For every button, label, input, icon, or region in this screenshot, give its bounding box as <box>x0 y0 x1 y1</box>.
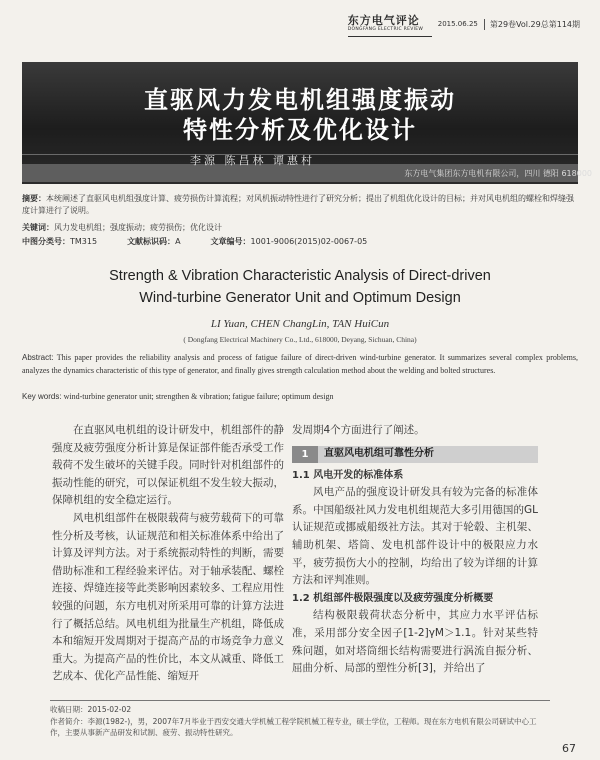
body-paragraph: 发周期4个方面进行了阐述。 <box>292 424 425 436</box>
journal-logo <box>348 12 432 37</box>
section-number: 1 <box>292 446 318 463</box>
subsection-heading: 1.2 机组部件极限强度以及疲劳强度分析概要 <box>292 592 494 604</box>
doc-label: 文献标识码： <box>127 237 176 246</box>
author-bio: 作者简介：李源(1982-)，男，2007年7月毕业于西安交通大学机械工程学院机械工程专业，硕士学位，工程师。现在东方电机有限公司研试中心工作，主要从事新产品研发和试制、疲劳、振动特性研究。 <box>50 717 537 737</box>
english-authors: LI Yuan, CHEN ChangLin, TAN HuiCun <box>210 318 390 330</box>
body-paragraph: 在直驱风电机组的设计研发中，机组部件的静强度及疲劳强度分析计算是保证部件能否承受工作载荷不发生破坏的关键手段。同时针对机组部件的振动性能的研究，可以保证机组不发生较大振动，保障机组的安全稳定运行。 <box>52 424 284 507</box>
section-title: 直驱风电机组可靠性分析 <box>324 448 434 460</box>
body-column-right <box>292 422 538 678</box>
article-code <box>211 236 368 248</box>
doc-value: A <box>175 237 181 246</box>
keywords-cn-text: 风力发电机组；强度振动；疲劳损伤；优化设计 <box>54 223 222 232</box>
subsection-heading: 1.1 风电开发的标准体系 <box>292 469 404 481</box>
english-keywords-label: Key words: <box>22 392 62 401</box>
abstract-cn <box>22 193 578 217</box>
clc-label: 中图分类号： <box>22 237 70 246</box>
journal-name: 东方电气评论 <box>347 13 420 27</box>
english-affiliation: ( Dongfang Electrical Machinery Co., Ltd., 618000, Deyang, Sichuan, China) <box>183 335 417 344</box>
keywords-cn-label: 关键词： <box>22 223 54 232</box>
journal-header <box>348 10 580 38</box>
body-paragraph: 风电产品的强度设计研发具有较为完备的标准体系。中国船级社风力发电机组规范大多引用德国的GL认证规范或挪威船级社方法。其对于轮毂、主机架、辅助机架、塔筒、发电机部件设计中的极限应力水平，疲劳损伤大小的控制，均给出了较为详细的计算方法和评判准则。 <box>292 486 538 587</box>
journal-name-en: DONGFANG ELECTRIC REVIEW <box>347 26 424 32</box>
received-date: 收稿日期：2015-02-02 <box>50 705 132 714</box>
issue-date: 2015.06.25 <box>437 20 478 28</box>
body-paragraph: 风电机组部件在极限载荷与疲劳载荷下的可靠性分析及考核，认证规范和相关标准体系中给出了计算及评判方法。对于系统振动特性的判断，需要借助标准和工程经验来评估。对于轴承装配、螺栓连接、焊缝连接等此类影响因素较多、工程应用性较强的问题，东方电机对所采用可靠的计算方法进行了概括总结。风电机组为批量生产机组，降低成本和缩短开发周期对于提高产品的市场竞争力意义重大。为提高产品的性价比，本文从减重、降低工艺成本、优化产品性能、缩短开 <box>52 511 284 683</box>
english-abstract <box>22 352 578 377</box>
footnote-divider <box>50 700 550 701</box>
clc-value: TM315 <box>70 237 98 246</box>
article-value: 1001-9006(2015)02-0067-05 <box>250 237 368 246</box>
affiliation-cn: 东方电气集团东方电机有限公司，四川 德阳 618000 <box>404 169 592 178</box>
english-keywords <box>22 392 578 401</box>
english-abstract-text: This paper provides the reliability analysis and process of fatigue failure of direct-driven wind-turbine generator. It summarizes several complex problems, analyzes the dynamics characteristic of this type of generator, and finally gives strength calculation method about the welding and bolted structures. <box>22 353 578 375</box>
english-abstract-label: Abstract: <box>22 353 54 362</box>
english-title <box>22 265 578 309</box>
keywords-cn <box>22 222 578 234</box>
clc-code <box>22 236 97 248</box>
english-keywords-text: wind-turbine generator unit; strengthen & vibration; fatigue failure; optimum design <box>63 392 334 401</box>
english-title-line1: Strength & Vibration Characteristic Analysis of Direct-driven <box>109 268 491 284</box>
authors-cn: 李源 陈昌林 谭惠村 <box>190 154 315 167</box>
article-label: 文章编号： <box>210 237 251 246</box>
body-paragraph: 结构极限载荷状态分析中，其应力水平评估标准，采用部分安全因子[1-2]γM＞1.1。针对某些特殊问题，如对塔筒细长结构需要进行涡流自振分析、屈曲分析、局部的塑性分析[3]，并给出了 <box>292 609 538 675</box>
issue-volume: 第29卷Vol.29总第114期 <box>484 19 580 30</box>
abstract-cn-label: 摘要： <box>22 194 46 203</box>
doc-code <box>127 236 180 248</box>
classification-row <box>22 236 578 248</box>
english-title-line2: Wind-turbine Generator Unit and Optimum Design <box>139 290 461 306</box>
body-column-left <box>52 422 284 686</box>
page-number: 67 <box>562 742 576 755</box>
article-title-line2: 特性分析及优化设计 <box>183 116 417 144</box>
section-heading <box>292 446 538 463</box>
abstract-cn-text: 本统阐述了直驱风电机组强度计算、疲劳损伤计算流程；对风机振动特性进行了研究分析；提出了机组优化设计的目标；并对风电机组的螺栓和焊缝强度计算进行了说明。 <box>22 194 574 215</box>
article-title-line1: 直驱风力发电机组强度振动 <box>144 86 456 114</box>
